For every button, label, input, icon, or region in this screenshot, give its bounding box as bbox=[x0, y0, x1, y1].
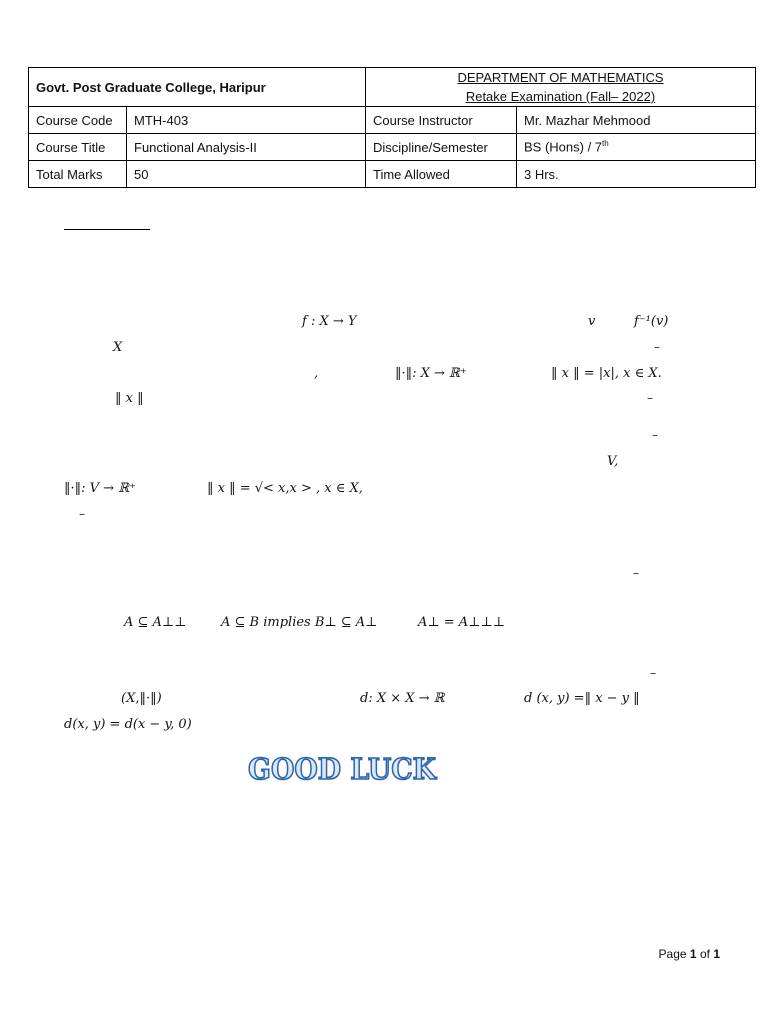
dash-mark-6: – bbox=[650, 666, 656, 680]
dash-mark-3: – bbox=[652, 428, 658, 442]
math-f-inverse: f⁻¹(v) bbox=[634, 314, 669, 329]
page-footer bbox=[659, 947, 720, 961]
math-perp-3: A⊥ = A⊥⊥⊥ bbox=[418, 615, 505, 630]
math-X: X bbox=[113, 340, 123, 355]
page-label: Page bbox=[658, 947, 687, 961]
math-f-map: f : X → Y bbox=[302, 314, 357, 329]
course-instructor-value: Mr. Mazhar Mehmood bbox=[517, 107, 756, 134]
math-comma: , bbox=[314, 366, 319, 381]
exam-title: Retake Examination (Fall– 2022) bbox=[465, 89, 656, 104]
math-norm-map-X: ‖·‖: X → ℝ⁺ bbox=[395, 366, 467, 381]
good-luck-text: GOOD LUCK bbox=[248, 752, 438, 786]
math-norm-abs: ‖ x ‖ = |x|, x ∈ X. bbox=[551, 366, 662, 381]
exam-header-table bbox=[28, 67, 756, 188]
discipline-sup: th bbox=[602, 139, 609, 149]
department-cell bbox=[366, 68, 756, 107]
total-marks-label: Total Marks bbox=[29, 161, 127, 188]
dash-mark-1: – bbox=[654, 340, 660, 354]
course-title-value: Functional Analysis-II bbox=[127, 134, 366, 161]
instructions-underline bbox=[64, 229, 150, 230]
math-norm-x: ‖ x ‖ bbox=[115, 391, 144, 406]
math-normed-space: (X,‖·‖) bbox=[121, 691, 162, 706]
discipline-text: BS (Hons) / 7 bbox=[524, 139, 603, 155]
course-code-value: MTH-403 bbox=[127, 107, 366, 134]
math-metric-trans: d(x, y) = d(x − y, 0) bbox=[64, 717, 192, 732]
math-V-comma: V, bbox=[607, 454, 619, 469]
course-title-label: Course Title bbox=[29, 134, 127, 161]
math-v: v bbox=[588, 314, 596, 329]
math-perp-2: A ⊆ B implies B⊥ ⊆ A⊥ bbox=[221, 615, 378, 630]
dash-mark-5: – bbox=[633, 566, 639, 580]
math-metric-map: d: X × X → ℝ bbox=[360, 691, 445, 706]
college-name: Govt. Post Graduate College, Haripur bbox=[29, 68, 366, 107]
good-luck-wordart bbox=[248, 748, 448, 788]
total-marks-value: 50 bbox=[127, 161, 366, 188]
course-code-label: Course Code bbox=[29, 107, 127, 134]
discipline-value bbox=[517, 134, 756, 161]
time-allowed-value: 3 Hrs. bbox=[517, 161, 756, 188]
course-instructor-label: Course Instructor bbox=[366, 107, 517, 134]
math-perp-1: A ⊆ A⊥⊥ bbox=[124, 615, 187, 630]
department-title: DEPARTMENT OF MATHEMATICS bbox=[457, 70, 664, 85]
dash-mark-2: – bbox=[647, 391, 653, 405]
time-allowed-label: Time Allowed bbox=[366, 161, 517, 188]
page-current: 1 bbox=[689, 947, 697, 961]
page-of-label: of bbox=[699, 947, 710, 961]
math-metric-def: d (x, y) =‖ x − y ‖ bbox=[524, 691, 640, 706]
math-norm-map-V: ‖·‖: V → ℝ⁺ bbox=[64, 481, 136, 496]
math-norm-inner: ‖ x ‖ = √< x,x > , x ∈ X, bbox=[207, 481, 363, 496]
dash-mark-4: – bbox=[79, 507, 85, 521]
discipline-label: Discipline/Semester bbox=[366, 134, 517, 161]
page-total: 1 bbox=[713, 947, 720, 961]
